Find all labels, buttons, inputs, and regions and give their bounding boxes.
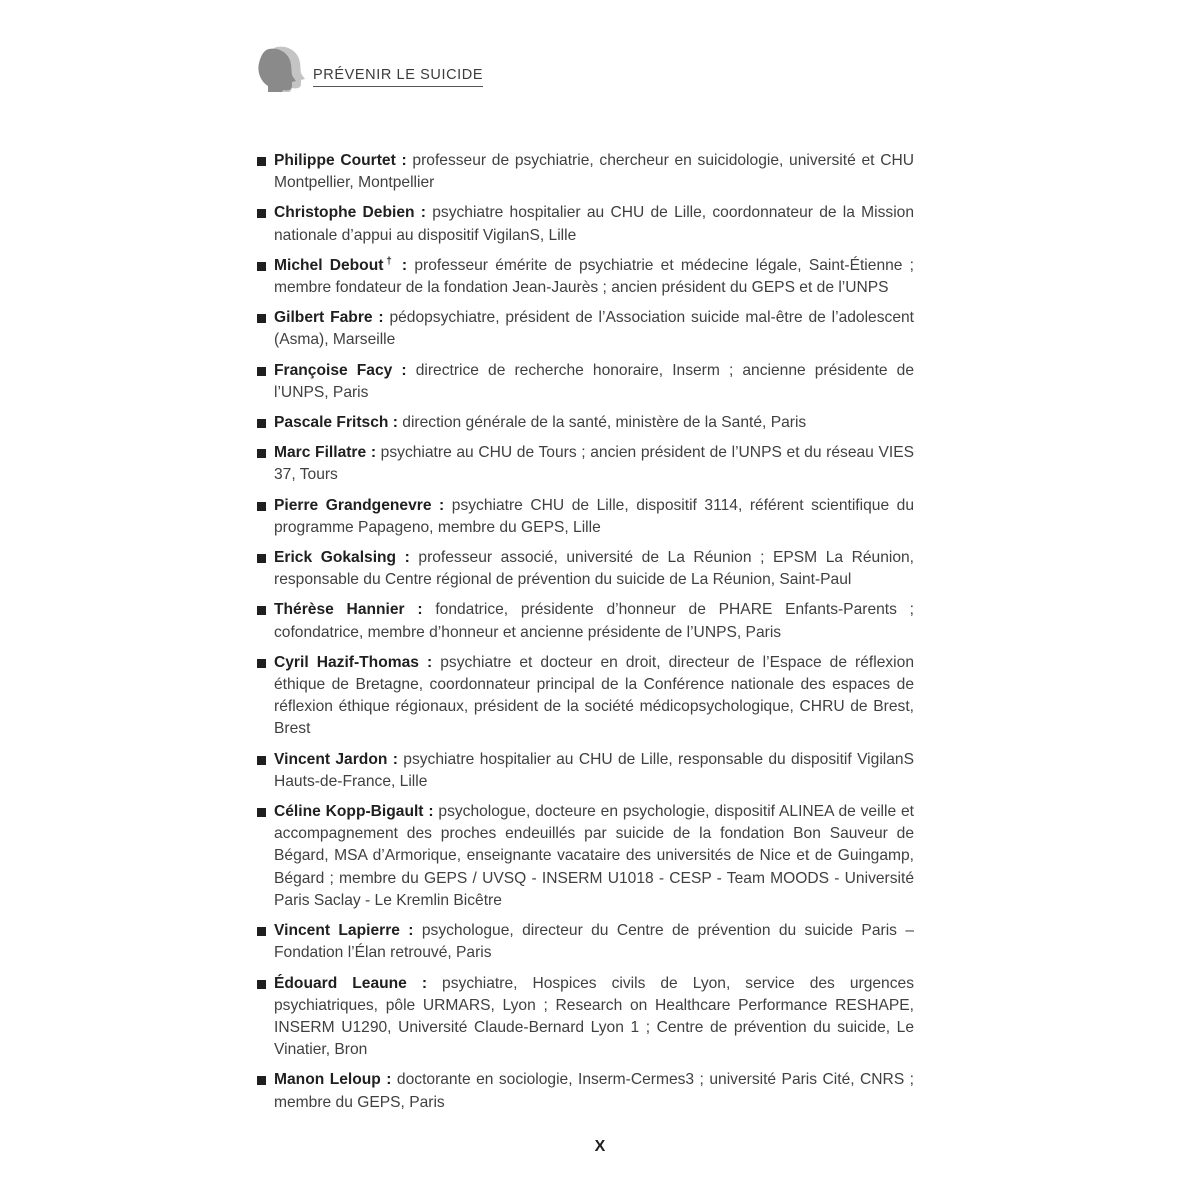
contributor-item — [257, 547, 914, 591]
contributor-item — [257, 920, 914, 964]
name-separator: : — [395, 152, 413, 169]
contributor-name: Pierre Grandgenevre — [274, 496, 432, 514]
contributor-item — [257, 495, 914, 539]
contributor-description: psychiatre CHU de Lille, dispositif 3114, référent scientifique du programme Papageno, membre du GEPS, Lille — [274, 496, 915, 536]
square-bullet-icon — [257, 209, 266, 218]
contributor-name: Christophe Debien — [274, 204, 415, 222]
contributor-item — [257, 255, 914, 299]
name-separator: : — [414, 204, 433, 222]
name-separator: : — [406, 974, 443, 992]
contributor-description: psychiatre hospitalier au CHU de Lille, responsable du dispositif VigilanS Hauts-de-France, Lille — [274, 750, 914, 790]
square-bullet-icon — [257, 606, 266, 615]
contributor-description: directrice de recherche honoraire, Inserm ; ancienne présidente de l’UNPS, Paris — [274, 361, 915, 401]
page-number: X — [594, 1138, 606, 1155]
contributor-item — [257, 652, 914, 741]
contributor-name: Michel Debout — [274, 256, 384, 274]
name-separator: : — [387, 750, 404, 768]
contributor-name: Françoise Facy — [274, 361, 393, 379]
name-separator: : — [431, 496, 452, 514]
square-bullet-icon — [257, 502, 266, 511]
square-bullet-icon — [257, 314, 266, 323]
contributor-description: psychiatre, Hospices civils de Lyon, service des urgences psychiatriques, pôle URMARS, Lyon ; Research on Healthcare Performance RESHAPE, INSERM U1290, Université Claude-Bernard Lyon 1 ; Centre de prévention du suicide, Le Vinatier, Bron — [274, 974, 914, 1059]
contributor-description: psychologue, directeur du Centre de prévention du suicide Paris – Fondation l’Élan retrouvé, Paris — [274, 922, 914, 962]
name-separator: : — [396, 549, 419, 567]
contributor-name: Cyril Hazif-Thomas — [274, 653, 419, 671]
contributor-item — [257, 801, 914, 912]
name-separator: : — [399, 922, 422, 940]
contributor-name: Gilbert Fabre — [274, 309, 373, 327]
name-separator: : — [394, 256, 415, 274]
contributor-description: psychiatre et docteur en droit, directeur de l’Espace de réflexion éthique de Bretagne, coordonnateur principal de la Conférence nationale des espaces de réflexion éthique régionaux, président de la société médicopsychologique, CHRU de Brest, Brest — [274, 653, 914, 738]
square-bullet-icon — [257, 262, 266, 271]
contributor-name: Pascale Fritsch — [274, 414, 389, 432]
square-bullet-icon — [257, 449, 266, 458]
contributor-item — [257, 973, 914, 1062]
square-bullet-icon — [257, 367, 266, 376]
square-bullet-icon — [257, 419, 266, 428]
contributor-item — [257, 412, 914, 434]
contributor-description: professeur émérite de psychiatrie et médecine légale, Saint-Étienne ; membre fondateur de la fondation Jean-Jaurès ; ancien président du GEPS et de l’UNPS — [274, 256, 914, 297]
contributor-item — [257, 1069, 914, 1113]
contributor-item — [257, 360, 914, 404]
contributor-item — [257, 150, 914, 194]
contributor-name: Manon Leloup — [274, 1071, 381, 1089]
square-bullet-icon — [257, 756, 266, 765]
square-bullet-icon — [257, 927, 266, 936]
square-bullet-icon — [257, 659, 266, 668]
square-bullet-icon — [257, 1076, 266, 1085]
head-profile-icon — [255, 44, 309, 92]
name-separator: : — [388, 414, 403, 432]
contributor-name: Céline Kopp-Bigault — [274, 803, 424, 821]
contributor-description: direction générale de la santé, ministère de la Santé, Paris — [402, 414, 807, 432]
contributor-list — [257, 150, 914, 1122]
contributor-description: psychiatre au CHU de Tours ; ancien président de l’UNPS et du réseau VIES 37, Tours — [274, 444, 915, 484]
contributor-name: Vincent Jardon — [274, 750, 388, 768]
contributor-description: fondatrice, présidente d’honneur de PHARE Enfants-Parents ; cofondatrice, membre d’honneur et ancienne présidente de l’UNPS, Paris — [274, 601, 915, 641]
contributor-item — [257, 599, 914, 643]
running-title: PRÉVENIR LE SUICIDE — [313, 67, 483, 87]
name-separator: : — [372, 309, 390, 327]
square-bullet-icon — [257, 554, 266, 563]
contributor-description: professeur de psychiatrie, chercheur en suicidologie, université et CHU Montpellier, Montpellier — [274, 152, 914, 192]
page-header — [255, 44, 515, 92]
square-bullet-icon — [257, 157, 266, 166]
name-separator: : — [366, 444, 381, 462]
square-bullet-icon — [257, 980, 266, 989]
name-separator: : — [423, 803, 439, 821]
contributor-name: Marc Fillatre — [274, 444, 367, 462]
contributor-description: pédopsychiatre, président de l’Association suicide mal-être de l’adolescent (Asma), Marseille — [274, 309, 914, 349]
contributor-name: Vincent Lapierre — [274, 922, 400, 940]
contributor-name: Édouard Leaune — [274, 974, 407, 992]
name-separator: : — [392, 361, 416, 379]
contributor-item — [257, 749, 914, 793]
contributor-description: psychologue, docteure en psychologie, dispositif ALINEA de veille et accompagnement des proches endeuillés par suicide de la fondation Bon Sauveur de Bégard, MSA d’Armorique, enseignante vacataire des universités de Nice et de Guingamp, Bégard ; membre du GEPS / UVSQ - INSERM U1018 - CESP - Team MOODS - Université Paris Saclay - Le Kremlin Bicêtre — [274, 803, 914, 909]
name-separator: : — [418, 653, 441, 671]
contributor-description: psychiatre hospitalier au CHU de Lille, coordonnateur de la Mission nationale d’appui au dispositif VigilanS, Lille — [274, 204, 915, 244]
name-separator: : — [380, 1071, 397, 1089]
name-separator: : — [404, 601, 436, 619]
contributor-description: doctorante en sociologie, Inserm-Cermes3 ; université Paris Cité, CNRS ; membre du GEPS, Paris — [274, 1071, 915, 1111]
contributor-name: Erick Gokalsing — [274, 549, 397, 567]
contributor-description: professeur associé, université de La Réunion ; EPSM La Réunion, responsable du Centre régional de prévention du suicide de La Réunion, Saint-Paul — [274, 549, 915, 589]
contributor-item — [257, 202, 914, 246]
contributor-name: Philippe Courtet — [274, 152, 396, 169]
contributor-item — [257, 442, 914, 486]
deceased-mark: † — [383, 255, 395, 267]
contributor-name: Thérèse Hannier — [274, 601, 405, 619]
square-bullet-icon — [257, 808, 266, 817]
contributor-item — [257, 307, 914, 351]
